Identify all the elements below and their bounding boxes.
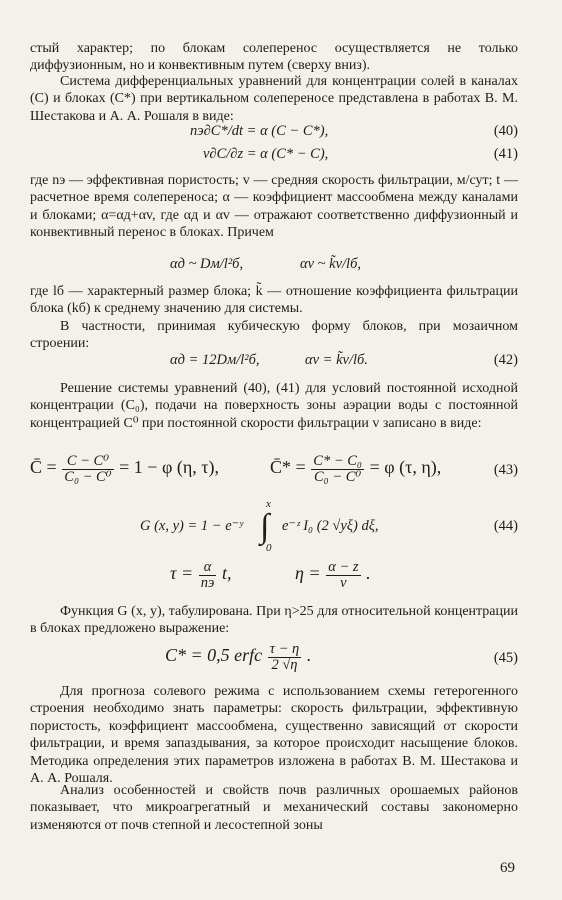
equation-45-body: C* = 0,5 erfc $\frac{\tau - \eta}{2 √\eta}$ . — [165, 641, 312, 673]
tau-definition: τ = $\frac{\alpha}{nэ}$ t, — [170, 559, 232, 591]
paragraph-6: Решение системы уравнений (40), (41) для условий постоянной исходной концентрации (C₀), подачи на поверхность зоны аэрации воды с постоянной концентрацией C⁰ при постоянной скорости фильтрации v записано в виде: — [30, 381, 518, 431]
paragraph-2: Система дифференциальных уравнений для концентрации солей в каналах (C) и блоках (C*) при вертикальном солепереносе представлена в работах В. М. Шестакова и А. А. Рошаля в виде: — [30, 74, 518, 124]
integral-upper-limit: x — [266, 498, 271, 510]
paragraph-7: Функция G (x, y), табулирована. При η>25 для относительной концентрации в блоках предложено выражение: — [30, 604, 518, 637]
eta-definition: η = $\frac{\alpha - z}{v}$ . — [295, 559, 371, 591]
alpha-d-proportional: αд ~ Dм/l²б, — [170, 256, 244, 272]
equation-42-alpha-d: αд = 12Dм/l²б, — [170, 352, 260, 368]
equation-40 — [30, 123, 518, 145]
paragraph-3: где nэ — эффективная пористость; v — средняя скорость фильтрации, м/сут; t — расчетное время солепереноса; α — коэффициент массообмена между каналами и блоками; α=αд+αv, где αд и αv — отражают соответственно диффузионный и конвективный перенос в блоках. Причем — [30, 173, 518, 241]
paragraph-9: Анализ особенностей и свойств почв различных орошаемых районов показывает, что микроагрегатный и механический составы закономерно изменяются от почв степной и лесостепной зоны — [30, 783, 518, 833]
integral-sign: ∫ — [260, 508, 270, 545]
equation-42-alpha-v: αv = k̃v/lб. — [305, 352, 368, 368]
equation-43-right: C̄* = $\frac{\text{C* − C₀}}{\text{C₀ − C⁰}}$ = φ (τ, η), — [270, 453, 442, 485]
equation-41-body: v∂C/∂z = α (C* − C), — [203, 146, 329, 162]
equation-43-number: (43) — [493, 462, 518, 478]
equation-41 — [30, 146, 518, 168]
equation-40-body: nэ∂C*/dt = α (C − C*), — [190, 123, 329, 139]
alpha-v-proportional: αv ~ k̃v/lб, — [300, 256, 361, 272]
paragraph-1: стый характер; по блокам солеперенос осуществляется не только диффузионным, но и конвективным путем (сверху вниз). — [30, 41, 518, 74]
paragraph-5: В частности, принимая кубическую форму блоков, при мозаичном строении: — [30, 319, 518, 352]
fraction-43-1: $\frac{\text{C − C⁰}}{\text{C₀ − C⁰}}$ — [64, 453, 112, 485]
equation-44 — [30, 500, 518, 556]
equation-45 — [30, 640, 518, 678]
equation-44-number: (44) — [493, 518, 518, 534]
equation-42 — [30, 352, 518, 374]
equation-40-number: (40) — [493, 123, 518, 139]
equation-42-number: (42) — [493, 352, 518, 368]
page-number: 69 — [500, 860, 515, 876]
equation-45-number: (45) — [493, 650, 518, 666]
equation-43-left: C̄ = $\frac{\text{C − C⁰}}{\text{C₀ − C⁰}}$ = 1 − φ (η, τ), — [30, 453, 219, 485]
equation-44-rhs: e⁻ᶻ I₀ (2 √yξ) dξ, — [282, 518, 379, 534]
proportionality-relations — [30, 256, 518, 278]
paragraph-8: Для прогноза солевого режима с использованием схемы гетерогенного строения необходимо знать параметры: скорость фильтрации, эффективную пористость, коэффициент массообмена, существенно зависящий от скорости фильтрации, и время запаздывания, за которое происходит насыщение блоков. Методика определения этих параметров изложена в работах В. М. Шестакова и А. А. Рошаля. — [30, 684, 518, 787]
equation-41-number: (41) — [493, 146, 518, 162]
equation-43 — [30, 452, 518, 488]
tau-eta-definitions — [30, 560, 518, 596]
equation-44-lhs: G (x, y) = 1 − e⁻ʸ — [140, 518, 243, 534]
integral-lower-limit: 0 — [266, 542, 272, 554]
paragraph-4: где lб — характерный размер блока; k̃ — отношение коэффициента фильтрации блока (kб) к среднему значению для системы. — [30, 284, 518, 317]
fraction-43-2: $\frac{\text{C* − C₀}}{\text{C₀ − C⁰}}$ — [313, 453, 362, 485]
